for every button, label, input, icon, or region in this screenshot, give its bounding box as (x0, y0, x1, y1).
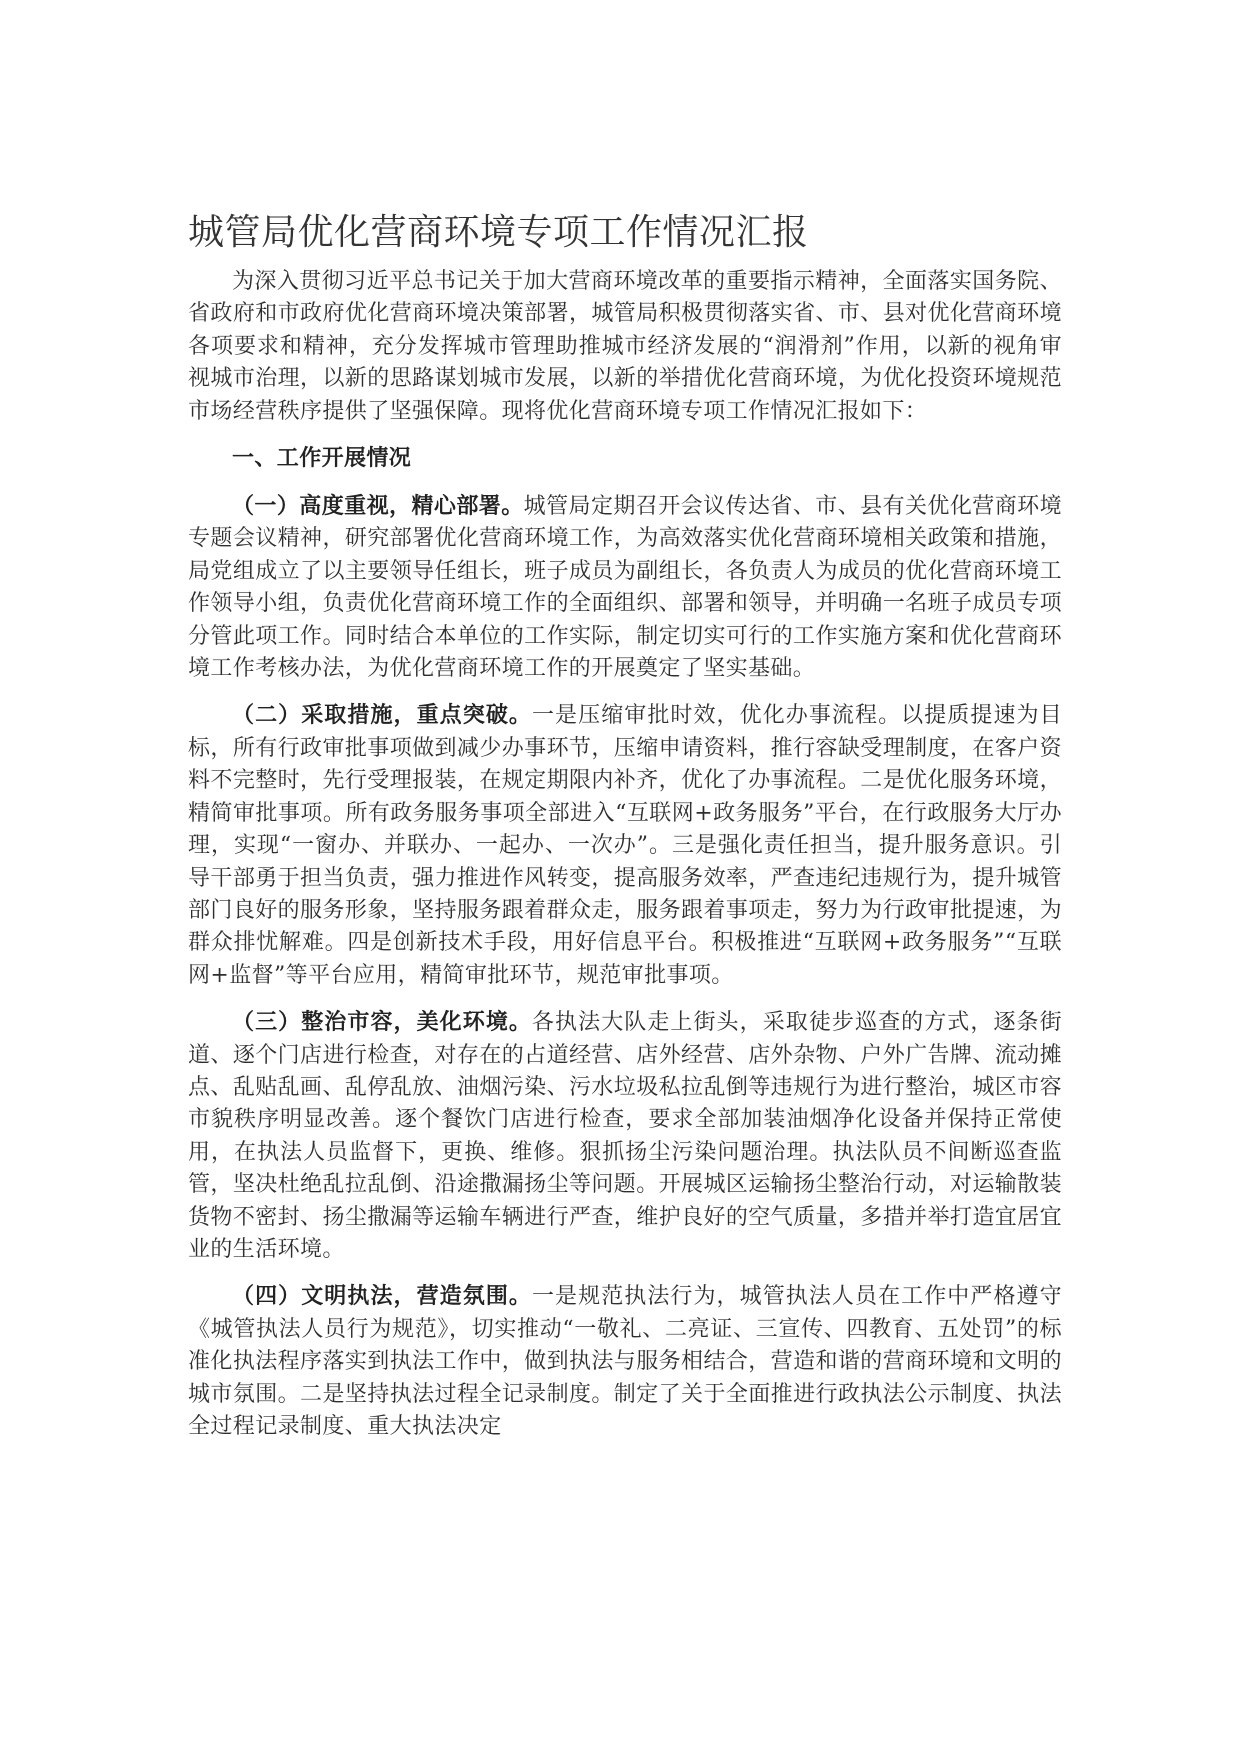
item-2-heading: （二）采取措施，重点突破。 (232, 702, 532, 729)
item-1-body: 城管局定期召开会议传达省、市、县有关优化营商环境专题会议精神，研究部署优化营商环境工作，为高效落实优化营商环境相关政策和措施，局党组成立了以主要领导任组长，班子成员为副组长，各负责人为成员的优化营商环境工作领导小组，负责优化营商环境工作的全面组织、部署和领导，并明确一名班子成员专项分管此项工作。同时结合本单位的工作实际，制定切实可行的工作实施方案和优化营商环境工作考核办法，为优化营商环境工作的开展奠定了坚实基础。 (188, 494, 1063, 682)
paragraph-item-3 (188, 1006, 1062, 1266)
item-4-body: 一是规范执法行为，城管执法人员在工作中严格遵守《城管执法人员行为规范》，切实推动“一敬礼、二亮证、三宣传、四教育、五处罚”的标准化执法程序落实到执法工作中，做到执法与服务相结合，营造和谐的营商环境和文明的城市氛围。二是坚持执法过程全记录制度。制定了关于全面推进行政执法公示制度、执法全过程记录制度、重大执法决定 (188, 1284, 1063, 1439)
item-4-heading: （四）文明执法，营造氛围。 (232, 1283, 532, 1310)
document-title: 城管局优化营商环境专项工作情况汇报 (188, 212, 809, 253)
paragraph-item-2 (188, 699, 1062, 992)
item-3-heading: （三）整治市容，美化环境。 (232, 1009, 532, 1036)
paragraph-item-4 (188, 1280, 1062, 1443)
intro-paragraph: 为深入贯彻习近平总书记关于加大营商环境改革的重要指示精神，全面落实国务院、省政府和市政府优化营商环境决策部署，城管局积极贯彻落实省、市、县对优化营商环境各项要求和精神，充分发挥城市管理助推城市经济发展的“润滑剂”作用，以新的视角审视城市治理，以新的思路谋划城市发展，以新的举措优化营商环境，为优化投资环境规范市场经营秩序提供了坚强保障。现将优化营商环境专项工作情况汇报如下： (188, 269, 1062, 424)
paragraph-item-1 (188, 490, 1062, 685)
item-1-heading: （一）高度重视，精心部署。 (232, 493, 524, 520)
item-3-body: 各执法大队走上街头，采取徒步巡查的方式，逐条街道、逐个门店进行检查，对存在的占道经营、店外经营、店外杂物、户外广告牌、流动摊点、乱贴乱画、乱停乱放、油烟污染、污水垃圾私拉乱倒等违规行为进行整治，城区市容市貌秩序明显改善。逐个餐饮门店进行检查，要求全部加装油烟净化设备并保持正常使用，在执法人员监督下，更换、维修。狠抓扬尘污染问题治理。执法队员不间断巡查监管，坚决杜绝乱拉乱倒、沿途撒漏扬尘等问题。开展城区运输扬尘整治行动，对运输散装货物不密封、扬尘撒漏等运输车辆进行严查，维护良好的空气质量，多措并举打造宜居宜业的生活环境。 (188, 1010, 1063, 1262)
item-2-body: 一是压缩审批时效，优化办事流程。以提质提速为目标，所有行政审批事项做到减少办事环节，压缩申请资料，推行容缺受理制度，在客户资料不完整时，先行受理报装，在规定期限内补齐，优化了办事流程。二是优化服务环境，精简审批事项。所有政务服务事项全部进入“互联网+政务服务”平台，在行政服务大厅办理，实现“一窗办、并联办、一起办、一次办”。三是强化责任担当，提升服务意识。引导干部勇于担当负责，强力推进作风转变，提高服务效率，严查违纪违规行为，提升城管部门良好的服务形象，坚持服务跟着群众走，服务跟着事项走，努力为行政审批提速，为群众排忧解难。四是创新技术手段，用好信息平台。积极推进“互联网+政务服务”“互联网+监督”等平台应用，精简审批环节，规范审批事项。 (188, 703, 1063, 988)
document-body (188, 266, 1062, 1443)
section-heading-1: 一、工作开展情况 (232, 445, 412, 472)
